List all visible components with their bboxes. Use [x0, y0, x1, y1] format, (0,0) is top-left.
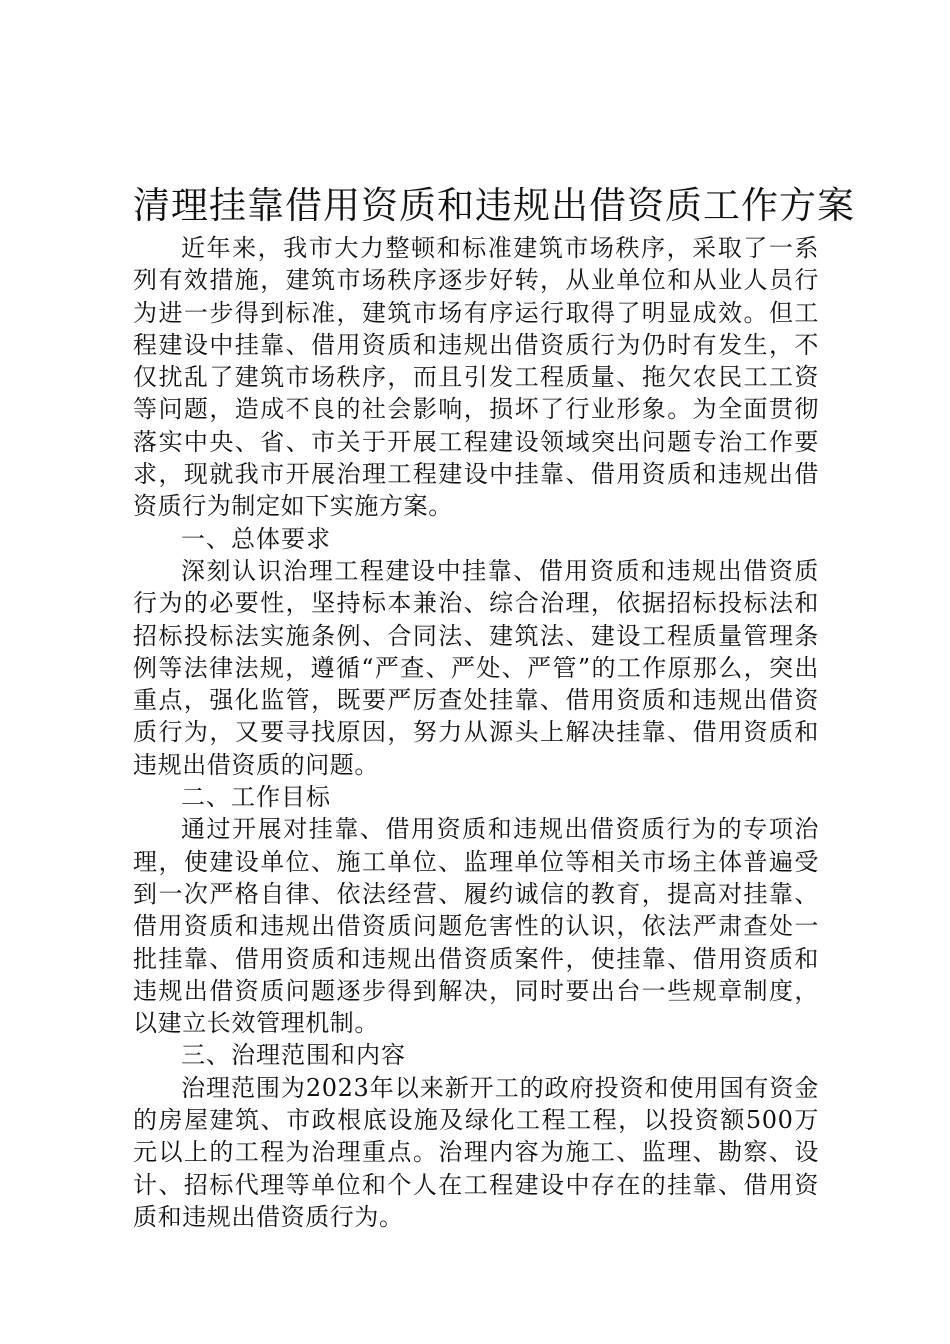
section-heading-general-requirements: 一、总体要求: [181, 524, 331, 553]
section-heading-scope-and-content: 三、治理范围和内容: [181, 1041, 406, 1070]
section-heading-work-goals: 二、工作目标: [181, 783, 331, 812]
document-title: 清理挂靠借用资质和违规出借资质工作方案: [133, 184, 855, 227]
section-paragraph-scope-and-content: 治理范围为2023年以来新开工的政府投资和使用国有资金的房屋建筑、市政根底设施及绿化工程工程，以投资额500万元以上的工程为治理重点。治理内容为施工、监理、勘察、设计、招标代理等单位和个人在工程建设中存在的挂靠、借用资质和违规出借资质行为。: [133, 1073, 819, 1231]
section-paragraph-work-goals: 通过开展对挂靠、借用资质和违规出借资质行为的专项治理，使建设单位、施工单位、监理单位等相关市场主体普遍受到一次严格自律、依法经营、履约诚信的教育，提高对挂靠、借用资质和违规出借资质问题危害性的认识，依法严肃查处一批挂靠、借用资质和违规出借资质案件，使挂靠、借用资质和违规出借资质问题逐步得到解决，同时要出台一些规章制度，以建立长效管理机制。: [133, 815, 819, 1038]
document-body: [133, 232, 819, 1233]
intro-paragraph: 近年来，我市大力整顿和标准建筑市场秩序，采取了一系列有效措施，建筑市场秩序逐步好转，从业单位和从业人员行为进一步得到标准，建筑市场有序运行取得了明显成效。但工程建设中挂靠、借用资质和违规出借资质行为仍时有发生，不仅扰乱了建筑市场秩序，而且引发工程质量、拖欠农民工工资等问题，造成不良的社会影响，损坏了行业形象。为全面贯彻落实中央、省、市关于开展工程建设领域突出问题专治工作要求，现就我市开展治理工程建设中挂靠、借用资质和违规出借资质行为制定如下实施方案。: [133, 234, 819, 521]
section-paragraph-general-requirements: 深刻认识治理工程建设中挂靠、借用资质和违规出借资质行为的必要性，坚持标本兼治、综合治理，依据招标投标法和招标投标法实施条例、合同法、建筑法、建设工程质量管理条例等法律法规，遵循“严查、严处、严管”的工作原那么，突出重点，强化监管，既要严厉查处挂靠、借用资质和违规出借资质行为，又要寻找原因，努力从源头上解决挂靠、借用资质和违规出借资质的问题。: [133, 556, 819, 779]
